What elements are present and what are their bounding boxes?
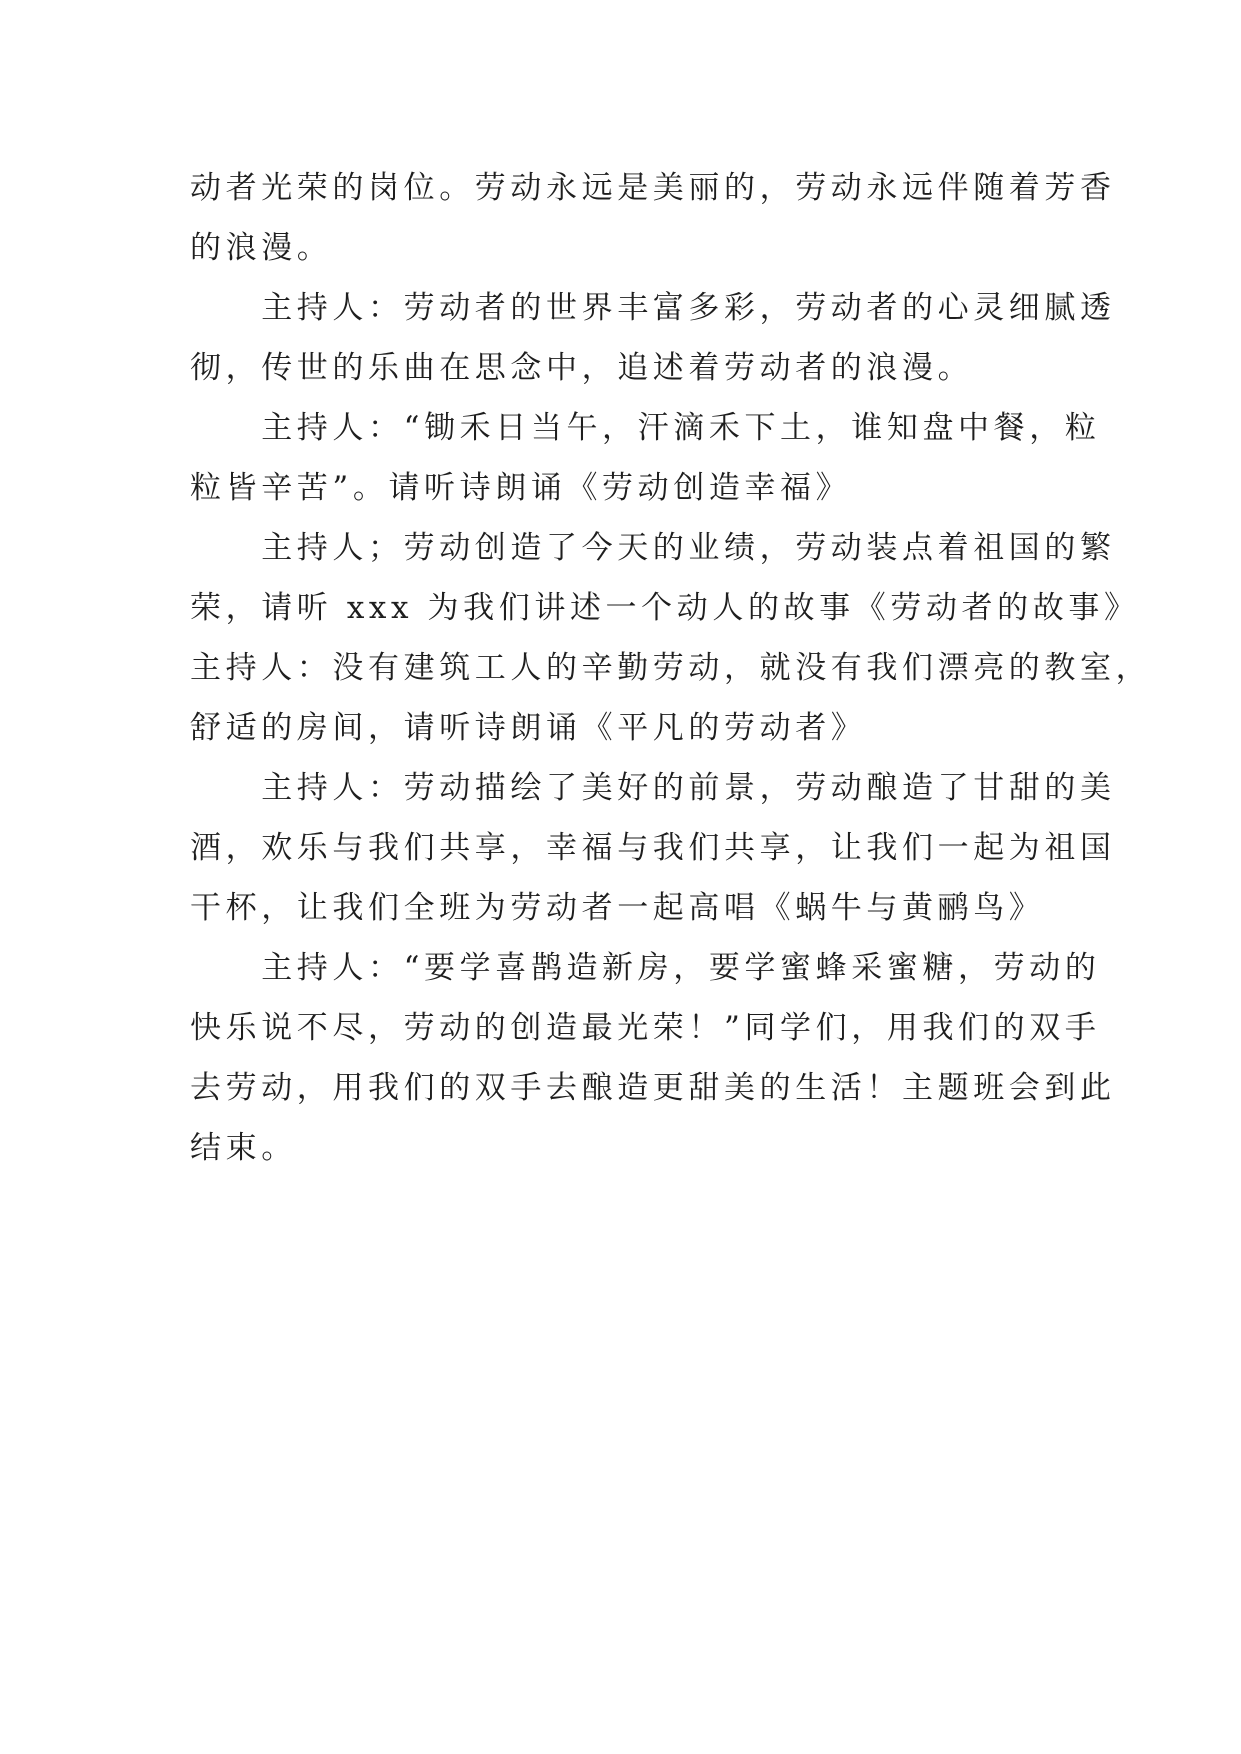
text-line: 去劳动，用我们的双手去酿造更甜美的生活！主题班会到此 [190,1070,1116,1106]
text-line: 舒适的房间，请听诗朗诵《平凡的劳动者》 [190,710,867,746]
text-line: 主持人；劳动创造了今天的业绩，劳动装点着祖国的繁 [190,530,1116,566]
text-line: 彻，传世的乐曲在思念中，追述着劳动者的浪漫。 [190,350,974,386]
text-line: 荣，请听 xxx 为我们讲述一个动人的故事《劳动者的故事》 [190,590,1140,626]
text-line: 粒皆辛苦”。请听诗朗诵《劳动创造幸福》 [190,470,852,506]
text-line: 动者光荣的岗位。劳动永远是美丽的，劳动永远伴随着芳香 [190,170,1116,206]
text-line: 快乐说不尽，劳动的创造最光荣！”同学们，用我们的双手 [190,1010,1101,1046]
text-line: 主持人：劳动描绘了美好的前景，劳动酿造了甘甜的美 [190,770,1116,806]
text-line: 主持人：“锄禾日当午，汗滴禾下土，谁知盘中餐，粒 [190,410,1101,446]
text-line: 干杯，让我们全班为劳动者一起高唱《蜗牛与黄鹂鸟》 [190,890,1045,926]
text-line: 主持人：“要学喜鹊造新房，要学蜜蜂采蜜糖，劳动的 [190,950,1101,986]
document-body [190,158,1152,1178]
text-line: 主持人：劳动者的世界丰富多彩，劳动者的心灵细腻透 [190,290,1116,326]
text-line: 主持人：没有建筑工人的辛勤劳动，就没有我们漂亮的教室， [190,650,1152,686]
text-line: 的浪漫。 [190,230,333,266]
text-line: 结束。 [190,1130,297,1166]
text-line: 酒，欢乐与我们共享，幸福与我们共享，让我们一起为祖国 [190,830,1116,866]
